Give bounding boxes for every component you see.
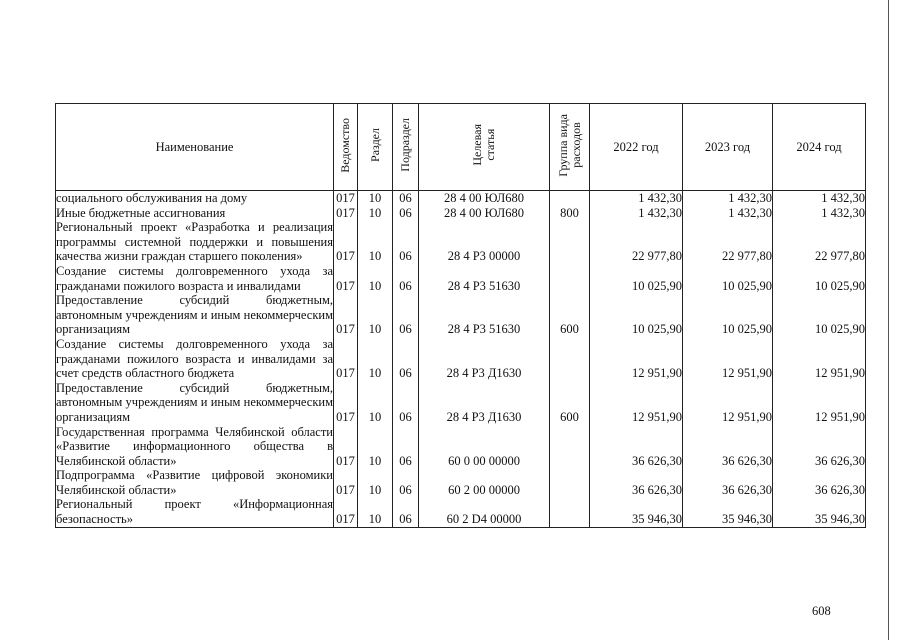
header-subsection: Подраздел	[393, 104, 419, 191]
header-2023: 2023 год	[683, 104, 773, 191]
row-department: 017	[334, 191, 358, 206]
row-section: 10	[358, 191, 393, 206]
header-expense-group: Группа вида расходов	[550, 104, 590, 191]
row-expense-group	[550, 497, 590, 527]
header-department: Ведомство	[334, 104, 358, 191]
row-expense-group: 800	[550, 206, 590, 221]
header-2024: 2024 год	[773, 104, 866, 191]
row-value-2023: 1 432,30	[683, 191, 773, 206]
row-department: 017	[334, 293, 358, 337]
row-value-2024: 12 951,90	[773, 337, 866, 381]
row-section: 10	[358, 220, 393, 264]
row-value-2024: 10 025,90	[773, 293, 866, 337]
row-expense-group	[550, 425, 590, 469]
row-value-2022: 36 626,30	[590, 468, 683, 497]
row-subsection: 06	[393, 191, 419, 206]
row-value-2024: 22 977,80	[773, 220, 866, 264]
row-department: 017	[334, 337, 358, 381]
row-department: 017	[334, 497, 358, 527]
row-department: 017	[334, 381, 358, 425]
row-value-2024: 36 626,30	[773, 425, 866, 469]
row-value-2023: 36 626,30	[683, 425, 773, 469]
row-value-2023: 1 432,30	[683, 206, 773, 221]
row-target-item: 28 4 00 ЮЛ680	[419, 206, 550, 221]
header-2022: 2022 год	[590, 104, 683, 191]
row-value-2022: 12 951,90	[590, 381, 683, 425]
row-target-item: 28 4 Р3 00000	[419, 220, 550, 264]
table-row	[56, 191, 866, 206]
row-name: Создание системы долговременного ухода за гражданами пожилого возраста и инвалидами за счет средств областного бюджета	[56, 336, 333, 381]
row-subsection: 06	[393, 381, 419, 425]
row-value-2023: 22 977,80	[683, 220, 773, 264]
row-value-2024: 10 025,90	[773, 264, 866, 293]
row-subsection: 06	[393, 337, 419, 381]
table-row	[56, 468, 866, 497]
row-value-2022: 22 977,80	[590, 220, 683, 264]
table-row	[56, 425, 866, 469]
table-row	[56, 220, 866, 264]
row-value-2024: 36 626,30	[773, 468, 866, 497]
row-value-2023: 10 025,90	[683, 264, 773, 293]
row-name: Региональный проект «Разработка и реализация программы системной поддержки и повышения качества жизни граждан старшего поколения»	[56, 220, 333, 264]
row-section: 10	[358, 293, 393, 337]
row-target-item: 28 4 Р3 51630	[419, 293, 550, 337]
row-expense-group	[550, 191, 590, 206]
row-target-item: 60 2 D4 00000	[419, 497, 550, 527]
row-expense-group: 600	[550, 293, 590, 337]
row-name: Подпрограмма «Развитие цифровой экономики Челябинской области»	[56, 468, 333, 497]
row-section: 10	[358, 206, 393, 221]
row-value-2024: 1 432,30	[773, 206, 866, 221]
row-section: 10	[358, 497, 393, 527]
row-subsection: 06	[393, 425, 419, 469]
table-row	[56, 293, 866, 337]
row-name: Предоставление субсидий бюджетным, автономным учреждениям и иным некоммерческим организациям	[56, 293, 333, 337]
row-value-2022: 10 025,90	[590, 293, 683, 337]
row-department: 017	[334, 206, 358, 221]
row-value-2023: 35 946,30	[683, 497, 773, 527]
row-value-2023: 10 025,90	[683, 293, 773, 337]
table-body	[56, 191, 866, 528]
row-value-2022: 1 432,30	[590, 191, 683, 206]
row-name: Создание системы долговременного ухода за гражданами пожилого возраста и инвалидами	[56, 263, 333, 293]
row-value-2024: 12 951,90	[773, 381, 866, 425]
scan-edge-line	[888, 0, 889, 640]
header-name: Наименование	[56, 104, 334, 191]
row-value-2023: 12 951,90	[683, 381, 773, 425]
row-expense-group	[550, 468, 590, 497]
row-subsection: 06	[393, 220, 419, 264]
row-name: Иные бюджетные ассигнования	[56, 206, 334, 221]
row-value-2023: 36 626,30	[683, 468, 773, 497]
row-section: 10	[358, 468, 393, 497]
row-value-2022: 35 946,30	[590, 497, 683, 527]
row-section: 10	[358, 425, 393, 469]
row-target-item: 60 2 00 00000	[419, 468, 550, 497]
header-target-item: Целевая статья	[419, 104, 550, 191]
table-header-row	[56, 104, 866, 191]
table-row	[56, 206, 866, 221]
row-value-2022: 10 025,90	[590, 264, 683, 293]
row-value-2023: 12 951,90	[683, 337, 773, 381]
row-subsection: 06	[393, 206, 419, 221]
row-target-item: 28 4 00 ЮЛ680	[419, 191, 550, 206]
budget-table	[55, 103, 866, 528]
table-row	[56, 497, 866, 527]
row-name: Региональный проект «Информационная безопасность»	[56, 497, 333, 527]
row-name: Государственная программа Челябинской области «Развитие информационного общества в Челябинской области»	[56, 424, 333, 468]
row-value-2022: 1 432,30	[590, 206, 683, 221]
row-department: 017	[334, 220, 358, 264]
row-value-2022: 12 951,90	[590, 337, 683, 381]
row-expense-group	[550, 337, 590, 381]
row-subsection: 06	[393, 468, 419, 497]
row-target-item: 60 0 00 00000	[419, 425, 550, 469]
row-value-2024: 35 946,30	[773, 497, 866, 527]
row-expense-group	[550, 220, 590, 264]
row-value-2024: 1 432,30	[773, 191, 866, 206]
row-value-2022: 36 626,30	[590, 425, 683, 469]
table-row	[56, 264, 866, 293]
row-department: 017	[334, 468, 358, 497]
table-row	[56, 337, 866, 381]
row-target-item: 28 4 Р3 51630	[419, 264, 550, 293]
row-subsection: 06	[393, 264, 419, 293]
row-section: 10	[358, 381, 393, 425]
row-section: 10	[358, 264, 393, 293]
row-subsection: 06	[393, 293, 419, 337]
row-name: социального обслуживания на дому	[56, 191, 334, 206]
row-target-item: 28 4 Р3 Д1630	[419, 381, 550, 425]
row-department: 017	[334, 425, 358, 469]
row-target-item: 28 4 Р3 Д1630	[419, 337, 550, 381]
row-subsection: 06	[393, 497, 419, 527]
header-section: Раздел	[358, 104, 393, 191]
row-expense-group	[550, 264, 590, 293]
row-section: 10	[358, 337, 393, 381]
row-name: Предоставление субсидий бюджетным, автономным учреждениям и иным некоммерческим организациям	[56, 380, 333, 424]
row-department: 017	[334, 264, 358, 293]
page-number: 608	[812, 604, 831, 618]
table-row	[56, 381, 866, 425]
row-expense-group: 600	[550, 381, 590, 425]
